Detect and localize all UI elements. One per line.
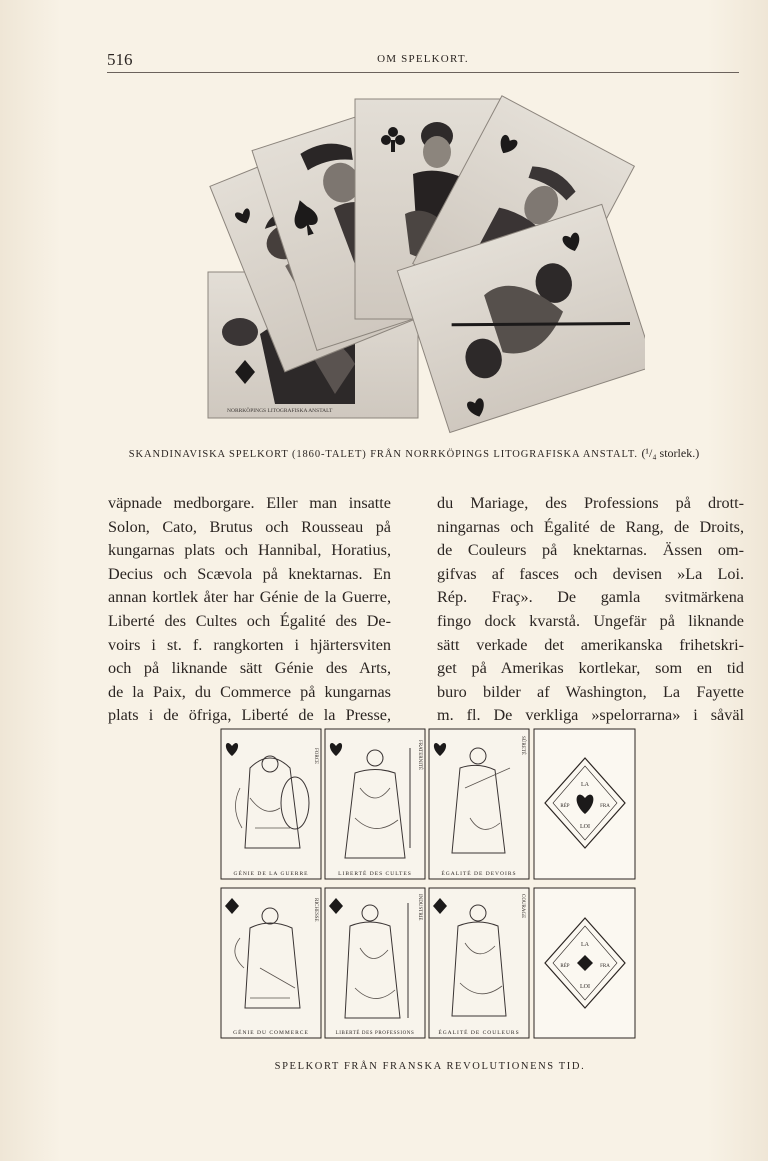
left-line: Decius och Scævola på knektarnas. En xyxy=(108,564,391,583)
page-header xyxy=(107,48,739,72)
ace-text: RÉP xyxy=(560,964,570,969)
revolutionary-cards-plate xyxy=(220,728,640,1044)
running-title: OM SPELKORT. xyxy=(377,53,469,65)
header-rule xyxy=(107,72,739,73)
bottom-figure-caption: SPELKORT FRÅN FRANSKA REVOLUTIONENS TID. xyxy=(274,1061,586,1072)
left-line: de la Paix, du Commerce på kungarnas xyxy=(108,682,391,701)
rev-card xyxy=(429,888,529,1038)
scandinavian-cards-photo xyxy=(205,94,645,434)
card-side-text: SÛRETÉ xyxy=(520,736,525,755)
right-line: m. fl. De verkliga »spelorrarna» i såväl xyxy=(437,706,744,725)
left-line: kungarnas plats och Hannibal, Horatius, xyxy=(108,541,391,560)
left-line: plats i de öfriga, Liberté de la Presse, xyxy=(108,706,391,725)
right-line: buro bilder af Washington, La Fayette xyxy=(437,682,744,701)
right-line: de Couleurs på knektarnas. Ässen om- xyxy=(437,541,744,560)
card-label: GÉNIE DU COMMERCE xyxy=(233,1030,309,1036)
left-line: voirs i st. f. rangkorten i hjärtersviten xyxy=(108,635,391,654)
rev-card xyxy=(325,888,425,1038)
rev-card xyxy=(221,888,321,1038)
left-line: Solon, Cato, Brutus och Rousseau på xyxy=(108,517,391,536)
card-side-text: FRATERNITÉ xyxy=(417,740,422,770)
ace-text: FRA xyxy=(600,804,610,809)
ace-text: RÉP xyxy=(560,804,570,809)
right-line: get på Amerikas kortlekar, som en tid xyxy=(437,659,744,678)
card-side-text: INDUSTRIE xyxy=(417,894,422,921)
right-line: sätt verkade det amerikanska frihetskri- xyxy=(437,635,744,654)
top-caption-main: SKANDINAVISKA SPELKORT (1860-TALET) FRÅN NORRKÖPINGS LITOGRAFISKA ANSTALT. xyxy=(128,449,638,460)
left-line: och på liknande sätt Génie des Arts, xyxy=(108,659,391,678)
ace-text: LA xyxy=(581,782,589,788)
left-line: väpnade medborgare. Eller man insatte xyxy=(108,494,391,512)
top-figure-caption xyxy=(60,446,768,461)
card-label: LIBERTÉ DES CULTES xyxy=(338,871,412,877)
card-label: LIBERTÉ DES PROFESSIONS xyxy=(335,1031,415,1036)
ace-text: LOI xyxy=(580,824,590,830)
rev-ace-card xyxy=(534,729,635,879)
card-label: ÉGALITÉ DE COULEURS xyxy=(438,1030,520,1036)
rev-card xyxy=(429,729,529,879)
card-imprint-text: NORRKÖPINGS LITOGRAFISKA ANSTALT xyxy=(227,408,333,414)
card-label: ÉGALITÉ DE DEVOIRS xyxy=(441,871,517,877)
card-side-text: FORCE xyxy=(313,748,318,765)
ace-text: FRA xyxy=(600,964,610,969)
body-right-column xyxy=(437,492,744,728)
right-line: Rép. Fraç». De gamla svitmärkena xyxy=(437,588,744,607)
ace-text: LA xyxy=(581,942,589,948)
card-side-text: COURAGE xyxy=(520,894,525,919)
left-line: annan kortlek åter har Génie de la Guerre, xyxy=(108,588,391,607)
page-number: 516 xyxy=(107,50,133,69)
body-left-column xyxy=(108,492,391,728)
card-label: GÉNIE DE LA GUERRE xyxy=(233,871,309,877)
left-line: Liberté des Cultes och Égalité des De- xyxy=(108,611,391,630)
right-line: fingo dock kvarstå. Ungefär på liknande xyxy=(437,611,744,630)
rev-card xyxy=(325,729,425,879)
right-line: gifvas af fasces och devisen »La Loi. xyxy=(437,564,744,583)
rev-card xyxy=(221,729,321,879)
right-line: du Mariage, des Professions på drott- xyxy=(437,494,744,512)
card-side-text: RICHESSE xyxy=(313,898,318,922)
ace-text: LOI xyxy=(580,984,590,990)
top-caption-scale: (¹/₄ storlek.) xyxy=(641,446,700,460)
right-line: ningarnas och Égalité de Rang, de Droits, xyxy=(437,517,744,536)
rev-ace-card xyxy=(534,888,635,1038)
